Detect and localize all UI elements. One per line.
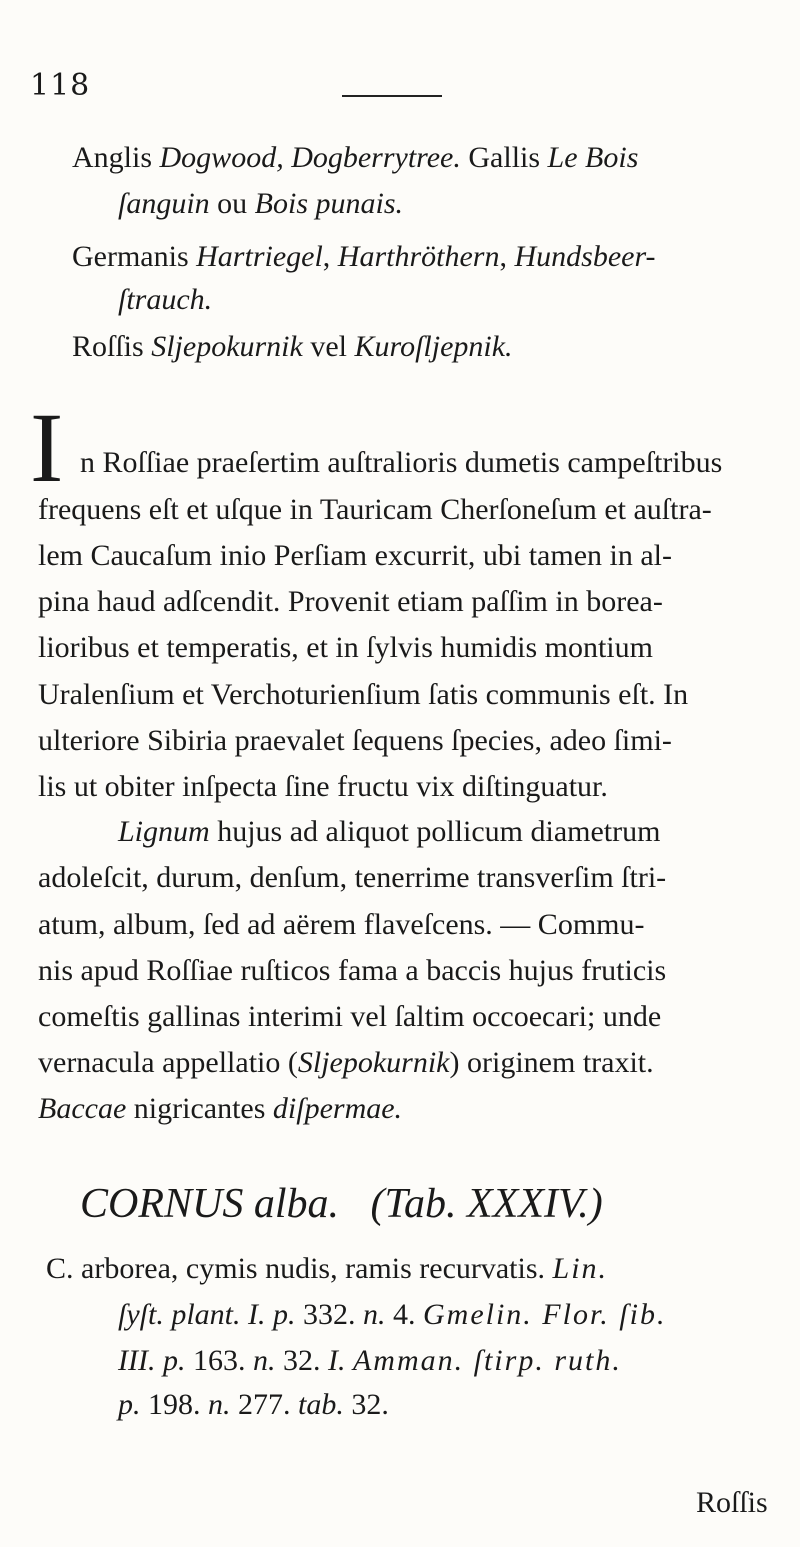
body-line: Uralenſium et Verchoturienſium ſatis communis eſt. In: [38, 678, 689, 711]
species-citation-line: p. 198. n. 277. tab. 32.: [118, 1388, 389, 1421]
body-line: lem Caucaſum inio Perſiam excurrit, ubi tamen in al-: [38, 539, 672, 572]
body-line: Lignum hujus ad aliquot pollicum diametrum: [118, 815, 661, 848]
body-line: vernacula appellatio (Sljepokurnik) originem traxit.: [38, 1046, 654, 1079]
names-line-2: ſanguin ou Bois punais.: [118, 187, 404, 220]
names-line-5: Roſſis Sljepokurnik vel Kuroſljepnik.: [72, 330, 513, 363]
catchword: Roſſis: [696, 1486, 768, 1519]
species-citation-line: III. p. 163. n. 32. I. Amman. ſtirp. ruth.: [118, 1344, 622, 1377]
drop-cap: I: [30, 392, 64, 503]
body-line: ulteriore Sibiria praevalet ſequens ſpecies, adeo ſimi-: [38, 724, 672, 757]
body-line: lis ut obiter inſpecta ſine fructu vix diſtinguatur.: [38, 770, 608, 803]
header-rule: [342, 95, 442, 97]
body-line: nis apud Roſſiae ruſticos fama a baccis hujus fruticis: [38, 954, 667, 987]
body-line: Baccae nigricantes diſpermae.: [38, 1092, 403, 1125]
species-citation-line: ſyſt. plant. I. p. 332. n. 4. Gmelin. Flor. ſib.: [118, 1298, 667, 1331]
body-line: adoleſcit, durum, denſum, tenerrime transverſim ſtri-: [38, 861, 667, 894]
species-diagnosis-line: C. arborea, cymis nudis, ramis recurvatis. Lin.: [46, 1252, 609, 1285]
body-line: n Roſſiae praeſertim auſtralioris dumetis campeſtribus: [80, 446, 723, 479]
species-title: CORNUS alba. (Tab. XXXIV.): [80, 1181, 603, 1227]
body-line: atum, album, ſed ad aërem flaveſcens. — Commu-: [38, 908, 645, 941]
names-line-1: Anglis Dogwood, Dogberrytree. Gallis Le Bois: [72, 141, 639, 174]
body-line: comeſtis gallinas interimi vel ſaltim occoecari; unde: [38, 1000, 662, 1033]
body-line: lioribus et temperatis, et in ſylvis humidis montium: [38, 631, 653, 664]
body-line: frequens eſt et uſque in Tauricam Cherſoneſum et auſtra-: [38, 493, 712, 526]
body-line: pina haud adſcendit. Provenit etiam paſſim in borea-: [38, 585, 663, 618]
names-line-3: Germanis Hartriegel, Harthröthern, Hundsbeer-: [72, 240, 656, 273]
page-number: 118: [30, 68, 91, 103]
names-line-4: ſtrauch.: [118, 283, 213, 316]
